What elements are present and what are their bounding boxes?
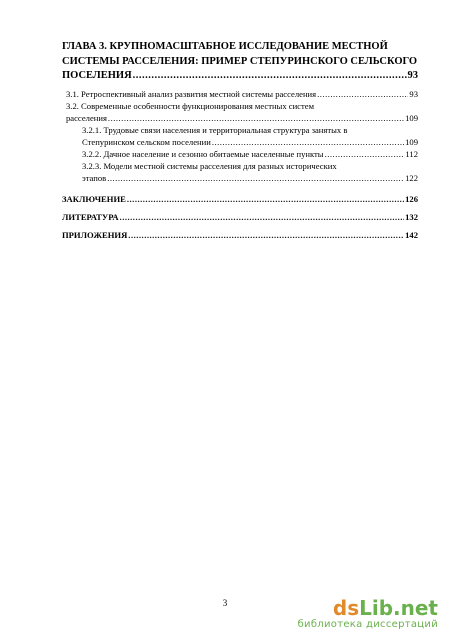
toc-entry-appendices[interactable] bbox=[62, 226, 418, 244]
leader-dots bbox=[108, 112, 404, 124]
leader-dots bbox=[107, 172, 404, 184]
subsection-page-number: 112 bbox=[405, 148, 418, 159]
subsection-label-line-2: Степуринском сельском поселении bbox=[82, 136, 211, 147]
literature-label: ЛИТЕРАТУРА bbox=[62, 211, 119, 222]
toc-entry-chapter-3[interactable] bbox=[62, 69, 418, 84]
section-page-number: 93 bbox=[409, 88, 418, 99]
leader-dots bbox=[133, 69, 407, 84]
toc-entry-3-2-3[interactable] bbox=[62, 160, 418, 184]
page-number: 3 bbox=[222, 598, 228, 608]
leader-dots bbox=[212, 136, 404, 148]
toc-entry-conclusion[interactable] bbox=[62, 190, 418, 208]
table-of-contents bbox=[62, 40, 418, 244]
toc-entry-3-1[interactable] bbox=[62, 88, 418, 100]
section-label: 3.1. Ретроспективный анализ развития местной системы расселения bbox=[66, 88, 317, 99]
subsection-label-line-1: 3.2.1. Трудовые связи населения и территориальная структура занятых в bbox=[82, 124, 348, 135]
subsection-label: 3.2.2. Дачное население и сезонно обитаемые населенные пункты bbox=[82, 148, 324, 159]
appendices-label: ПРИЛОЖЕНИЯ bbox=[62, 229, 128, 240]
toc-entry-3-2-2[interactable] bbox=[62, 148, 418, 160]
chapter-page-number: 93 bbox=[407, 70, 418, 81]
toc-entry-3-2[interactable] bbox=[62, 100, 418, 124]
conclusion-page-number: 126 bbox=[405, 193, 418, 204]
appendices-page-number: 142 bbox=[405, 229, 418, 240]
leader-dots bbox=[127, 190, 404, 208]
subsection-page-number: 122 bbox=[405, 172, 418, 183]
chapter-title-line-3: ПОСЕЛЕНИЯ bbox=[62, 70, 132, 81]
subsection-page-number: 109 bbox=[405, 136, 418, 147]
watermark-subtitle: библиотека диссертаций bbox=[297, 619, 438, 630]
toc-entry-3-2-1[interactable] bbox=[62, 124, 418, 148]
chapter-title-line-2: СИСТЕМЫ РАССЕЛЕНИЯ: ПРИМЕР СТЕПУРИНСКОГО СЕЛЬСКОГО bbox=[62, 55, 418, 67]
section-label-line-1: 3.2. Современные особенности функционирования местных систем bbox=[66, 100, 315, 111]
leader-dots bbox=[325, 148, 405, 160]
leader-dots bbox=[128, 226, 404, 244]
dslib-watermark[interactable] bbox=[298, 597, 438, 631]
subsection-label-line-2: этапов bbox=[82, 172, 107, 183]
section-page-number: 109 bbox=[405, 112, 418, 123]
conclusion-label: ЗАКЛЮЧЕНИЕ bbox=[62, 193, 126, 204]
toc-entry-literature[interactable] bbox=[62, 208, 418, 226]
subsection-label-line-1: 3.2.3. Модели местной системы расселения для разных исторических bbox=[82, 160, 337, 171]
literature-page-number: 132 bbox=[405, 211, 418, 222]
dslib-logo: dsLib.net bbox=[332, 596, 438, 620]
section-label-line-2: расселения bbox=[66, 112, 107, 123]
toc-chapter-3 bbox=[62, 40, 418, 84]
leader-dots bbox=[317, 88, 408, 100]
leader-dots bbox=[120, 208, 405, 226]
chapter-title-line-1: ГЛАВА 3. КРУПНОМАСШТАБНОЕ ИССЛЕДОВАНИЕ МЕСТНОЙ bbox=[62, 41, 388, 52]
